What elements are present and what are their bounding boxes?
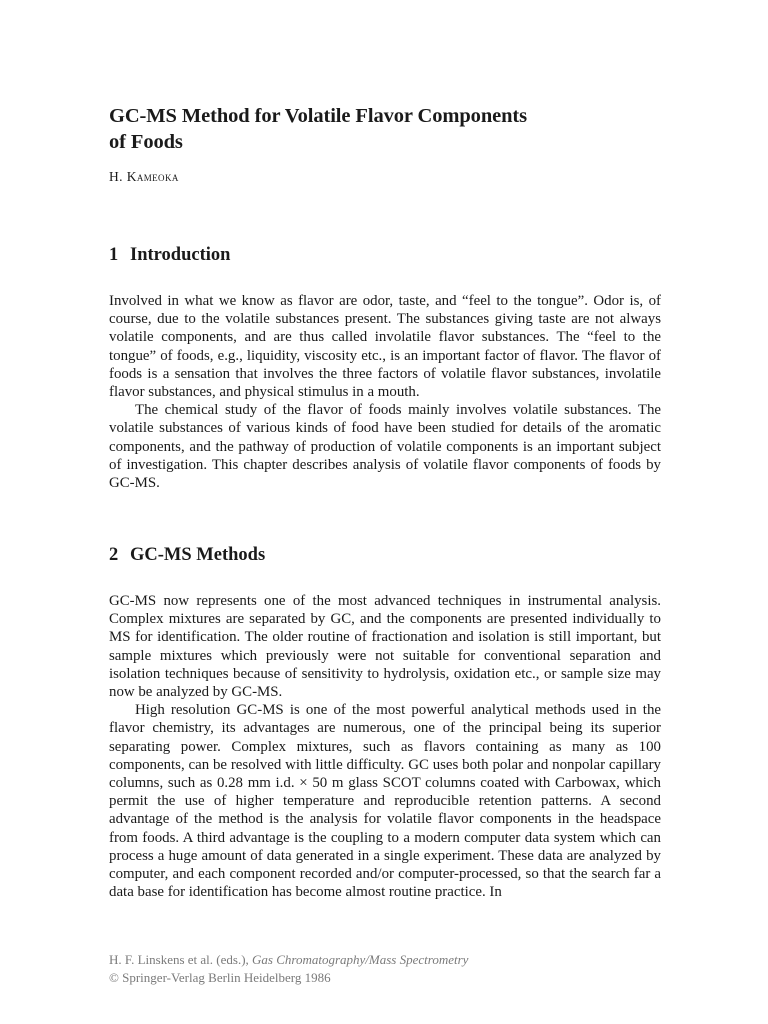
section-heading-gc-ms-methods [109,543,265,567]
footer-citation-prefix: H. F. Linskens et al. (eds.), [109,952,253,967]
section-title: GC-MS Methods [130,545,266,565]
footer-copyright: © Springer-Verlag Berlin Heidelberg 1986 [109,970,331,985]
article-title-line-1: GC-MS Method for Volatile Flavor Components [109,105,528,127]
paragraph: GC-MS now represents one of the most advanced techniques in instrumental analysis. Complex mixtures are separated by GC, and the components are presented individually to MS for identification. The older routine of fractionation and isolation is still important, but sample mixtures which previously were not suitable for conventional separation and isolation techniques because of sensitivity to hydrolysis, oxidation etc., or sample size may now be analyzed by GC-MS. [109,593,661,701]
author-surname: Kameoka [126,169,179,184]
author-name [109,169,179,185]
article-title [109,103,527,155]
footer-citation [109,951,468,969]
paragraph: The chemical study of the flavor of foods mainly involves volatile substances. The volatile substances of various kinds of food have been studied for details of the aromatic components, and the pathway of production of volatile components is an important subject of investigation. This chapter describes analysis of volatile flavor components of foods by GC-MS. [109,402,661,492]
section-title: Introduction [130,245,231,265]
section-number: 2 [109,545,119,565]
author-initial: H. [109,169,127,184]
section-number: 1 [109,245,119,265]
section-body-gc-ms-methods [109,592,661,901]
page-footer [109,951,468,987]
article-title-line-2: of Foods [109,131,183,153]
footer-book-title: Gas Chromatography/Mass Spectrometry [252,952,469,967]
section-heading-introduction [109,243,230,267]
paragraph: Involved in what we know as flavor are odor, taste, and “feel to the tongue”. Odor is, of course, due to the volatile substances present. The substances giving taste are not always volatile components, and are thus called involatile flavor substances. The “feel to the tongue” of foods, e.g., liquidity, viscosity etc., is an important factor of flavor. The flavor of foods is a sensation that involves the three factors of volatile flavor substances, involatile flavor substances, and physical stimulus in a mouth. [109,293,661,401]
paragraph: High resolution GC-MS is one of the most powerful analytical methods used in the flavor chemistry, its advantages are numerous, one of the principal being its superior separating power. Complex mixtures, such as flavors containing as many as 100 components, can be resolved with little difficulty. GC uses both polar and nonpolar capillary columns, such as 0.28 mm i.d. × 50 m glass SCOT columns coated with Carbowax, which permit the use of higher temperature and reproducible retention patterns. A second advantage of the method is the analysis for volatile flavor components in the headspace from foods. A third advantage is the coupling to a modern computer data system which can process a huge amount of data generated in a single experiment. These data are analyzed by computer, and each component recorded and/or computer-processed, so that the search far a data base for identification has become almost routine practice. In [109,702,661,901]
section-body-introduction [109,292,661,492]
